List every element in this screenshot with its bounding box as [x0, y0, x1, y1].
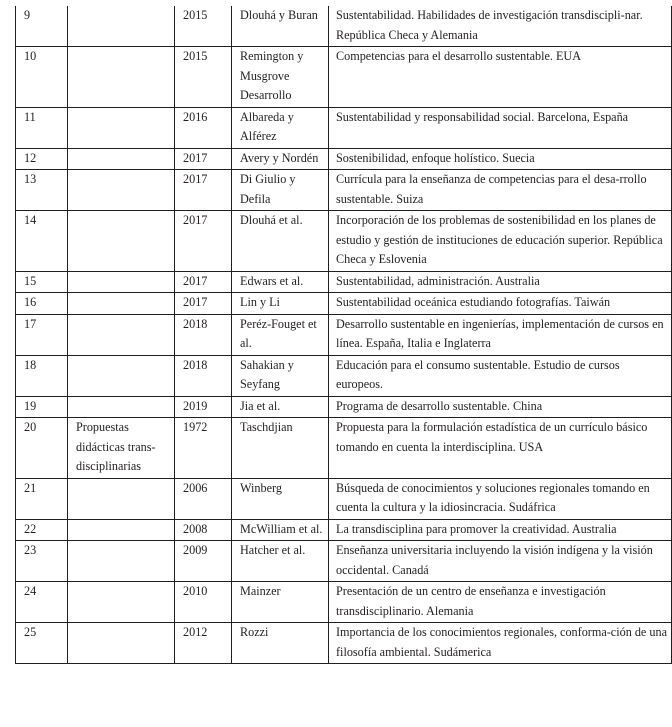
description-cell: Desarrollo sustentable en ingenierías, implementación de cursos en línea. España, Italia e Inglaterra	[329, 314, 672, 355]
description-cell: Sustentabilidad, administración. Australia	[329, 271, 672, 293]
category-cell	[68, 6, 175, 47]
table-row	[16, 478, 672, 519]
description-cell: Sostenibilidad, enfoque holístico. Suecia	[329, 148, 672, 170]
category-cell: Propuestas didácticas trans-disciplinarias	[68, 418, 175, 479]
description-cell: Competencias para el desarrollo sustentable. EUA	[329, 47, 672, 108]
table-row	[16, 396, 672, 418]
year-cell: 2006	[175, 478, 232, 519]
description-cell: Enseñanza universitaria incluyendo la visión indígena y la visión occidental. Canadá	[329, 541, 672, 582]
authors-cell: Avery y Nordén	[232, 148, 329, 170]
row-number-cell: 12	[16, 148, 68, 170]
authors-cell: Lin y Li	[232, 293, 329, 315]
authors-cell: Taschdjian	[232, 418, 329, 479]
table-row	[16, 314, 672, 355]
category-cell	[68, 314, 175, 355]
category-cell	[68, 541, 175, 582]
category-cell	[68, 582, 175, 623]
description-cell: Sustentabilidad. Habilidades de investigación transdiscipli-nar. República Checa y Alemania	[329, 6, 672, 47]
category-cell	[68, 170, 175, 211]
table-row	[16, 148, 672, 170]
authors-cell: Albareda y Alférez	[232, 107, 329, 148]
year-cell: 1972	[175, 418, 232, 479]
row-number-cell: 18	[16, 355, 68, 396]
category-cell	[68, 355, 175, 396]
category-cell	[68, 148, 175, 170]
table-row	[16, 107, 672, 148]
authors-cell: Remington y Musgrove Desarrollo	[232, 47, 329, 108]
authors-cell: Rozzi	[232, 623, 329, 664]
description-cell: Currícula para la enseñanza de competencias para el desa-rrollo sustentable. Suiza	[329, 170, 672, 211]
year-cell: 2012	[175, 623, 232, 664]
description-cell: Incorporación de los problemas de sostenibilidad en los planes de estudio y gestión de instituciones de educación superior. República Checa y Eslovenia	[329, 211, 672, 272]
row-number-cell: 24	[16, 582, 68, 623]
table-row	[16, 211, 672, 272]
table-row	[16, 293, 672, 315]
table-row	[16, 170, 672, 211]
table-row	[16, 47, 672, 108]
year-cell: 2017	[175, 271, 232, 293]
year-cell: 2009	[175, 541, 232, 582]
table-row	[16, 418, 672, 479]
authors-cell: Edwars et al.	[232, 271, 329, 293]
row-number-cell: 15	[16, 271, 68, 293]
year-cell: 2015	[175, 6, 232, 47]
description-cell: Educación para el consumo sustentable. Estudio de cursos europeos.	[329, 355, 672, 396]
category-cell	[68, 623, 175, 664]
category-cell	[68, 293, 175, 315]
row-number-cell: 10	[16, 47, 68, 108]
authors-cell: Sahakian y Seyfang	[232, 355, 329, 396]
authors-cell: Di Giulio y Defila	[232, 170, 329, 211]
description-cell: Sustentabilidad y responsabilidad social. Barcelona, España	[329, 107, 672, 148]
row-number-cell: 17	[16, 314, 68, 355]
year-cell: 2017	[175, 293, 232, 315]
year-cell: 2018	[175, 355, 232, 396]
table-row	[16, 355, 672, 396]
description-cell: Importancia de los conocimientos regionales, conforma-ción de una filosofía ambiental. Sudámerica	[329, 623, 672, 664]
year-cell: 2010	[175, 582, 232, 623]
row-number-cell: 21	[16, 478, 68, 519]
category-cell	[68, 47, 175, 108]
row-number-cell: 20	[16, 418, 68, 479]
year-cell: 2017	[175, 211, 232, 272]
table-row	[16, 582, 672, 623]
year-cell: 2008	[175, 519, 232, 541]
description-cell: Propuesta para la formulación estadística de un currículo básico tomando en cuenta la interdisciplina. USA	[329, 418, 672, 479]
year-cell: 2015	[175, 47, 232, 108]
table-row	[16, 6, 672, 47]
row-number-cell: 25	[16, 623, 68, 664]
authors-cell: Peréz-Fouget et al.	[232, 314, 329, 355]
row-number-cell: 9	[16, 6, 68, 47]
year-cell: 2019	[175, 396, 232, 418]
row-number-cell: 23	[16, 541, 68, 582]
description-cell: Presentación de un centro de enseñanza e investigación transdisciplinario. Alemania	[329, 582, 672, 623]
table-row	[16, 271, 672, 293]
table-row	[16, 519, 672, 541]
authors-cell: Mainzer	[232, 582, 329, 623]
category-cell	[68, 271, 175, 293]
year-cell: 2018	[175, 314, 232, 355]
category-cell	[68, 211, 175, 272]
row-number-cell: 22	[16, 519, 68, 541]
year-cell: 2016	[175, 107, 232, 148]
row-number-cell: 14	[16, 211, 68, 272]
description-cell: La transdisciplina para promover la creatividad. Australia	[329, 519, 672, 541]
authors-cell: Dlouhá y Buran	[232, 6, 329, 47]
description-cell: Sustentabilidad oceánica estudiando fotografías. Taiwán	[329, 293, 672, 315]
references-table	[15, 6, 672, 664]
authors-cell: Jia et al.	[232, 396, 329, 418]
year-cell: 2017	[175, 170, 232, 211]
row-number-cell: 11	[16, 107, 68, 148]
authors-cell: Dlouhá et al.	[232, 211, 329, 272]
row-number-cell: 13	[16, 170, 68, 211]
category-cell	[68, 396, 175, 418]
authors-cell: Hatcher et al.	[232, 541, 329, 582]
description-cell: Programa de desarrollo sustentable. China	[329, 396, 672, 418]
row-number-cell: 16	[16, 293, 68, 315]
category-cell	[68, 107, 175, 148]
category-cell	[68, 478, 175, 519]
table-row	[16, 623, 672, 664]
authors-cell: Winberg	[232, 478, 329, 519]
row-number-cell: 19	[16, 396, 68, 418]
table-row	[16, 541, 672, 582]
description-cell: Búsqueda de conocimientos y soluciones regionales tomando en cuenta la cultura y la idiosincracia. Sudáfrica	[329, 478, 672, 519]
category-cell	[68, 519, 175, 541]
table-body	[16, 6, 672, 664]
authors-cell: McWilliam et al.	[232, 519, 329, 541]
year-cell: 2017	[175, 148, 232, 170]
